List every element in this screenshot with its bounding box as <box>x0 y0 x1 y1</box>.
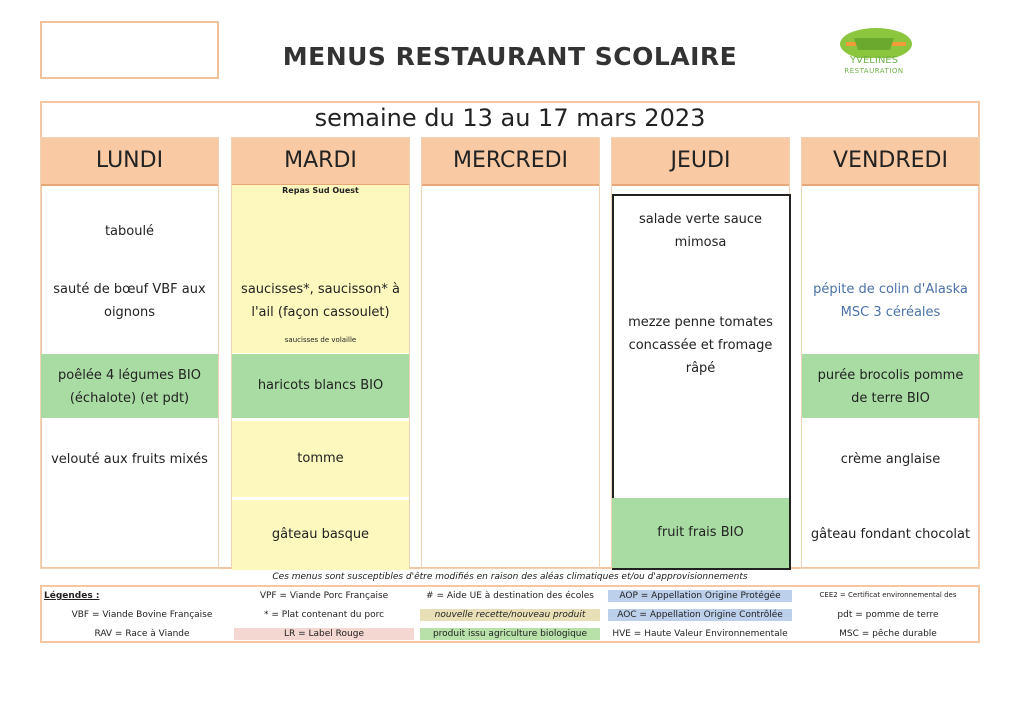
day-column-vendredi <box>801 137 980 569</box>
menu-item-dairy: crème anglaise <box>840 452 941 467</box>
menu-item-dessert: gâteau fondant chocolat <box>810 527 971 542</box>
menu-item-main: pépite de colin d'Alaska MSC 3 céréales <box>813 282 968 320</box>
day-header: MERCREDI <box>422 138 599 186</box>
day-column-jeudi <box>611 137 790 569</box>
legend-cee2: CEE2 = Certificat environnemental des <box>819 591 957 599</box>
legend-vbf: VBF = Viande Bovine Française <box>71 610 213 620</box>
meal-theme: Repas Sud Ouest <box>282 186 359 195</box>
day-header: JEUDI <box>612 138 789 186</box>
legend-nouvelle: nouvelle recette/nouveau produit <box>420 609 600 621</box>
menu-item-main-note: saucisses de volaille <box>284 336 357 344</box>
day-column-mercredi <box>421 137 600 569</box>
legend-aide: # = Aide UE à destination des écoles <box>426 591 594 601</box>
menu-item-main: saucisses*, saucisson* à l'ail (façon cassoulet) <box>241 282 400 320</box>
legend-hve: HVE = Haute Valeur Environnementale <box>612 629 788 639</box>
legend-pdt: pdt = pomme de terre <box>837 610 939 620</box>
menu-item-dessert: velouté aux fruits mixés <box>51 452 208 467</box>
legend-rav: RAV = Race à Viande <box>94 629 190 639</box>
menu-item-side: purée brocolis pomme de terre BIO <box>802 354 979 418</box>
menu-item-starter: taboulé <box>104 224 155 239</box>
legend-vpf: VPF = Viande Porc Française <box>259 591 389 601</box>
disclaimer-note: Ces menus sont susceptibles d'être modifiés en raison des aléas climatiques et/ou d'approvisionnements <box>272 572 748 582</box>
day-column-mardi <box>231 137 410 569</box>
menu-item-dessert: gâteau basque <box>232 500 409 570</box>
menu-item-cheese: tomme <box>232 421 409 497</box>
legend-lr: LR = Label Rouge <box>234 628 414 640</box>
legend-porc: * = Plat contenant du porc <box>263 610 385 620</box>
day-header: MARDI <box>232 138 409 186</box>
menu-item-starter: salade verte sauce mimosa <box>638 212 763 250</box>
menu-item-main: sauté de bœuf VBF aux oignons <box>53 282 206 320</box>
blank-label-box <box>40 21 219 79</box>
menu-item-side: poêlée 4 légumes BIO (échalote) (et pdt) <box>41 354 218 418</box>
logo-sub-text: RESTAURATION <box>844 67 904 75</box>
legend-aoc: AOC = Appellation Origine Contrôlée <box>608 609 792 621</box>
day-header: LUNDI <box>41 138 218 186</box>
legend-msc: MSC = pêche durable <box>839 629 937 639</box>
page-title: MENUS RESTAURANT SCOLAIRE <box>282 42 738 71</box>
week-label: semaine du 13 au 17 mars 2023 <box>314 104 706 132</box>
logo-icon <box>824 22 924 58</box>
legend-aop: AOP = Appellation Origine Protégée <box>608 590 792 602</box>
menu-item-main: mezze penne tomates concassée et fromage râpé <box>628 315 773 376</box>
legend-bio: produit issu agriculture biologique <box>420 628 600 640</box>
legend-box <box>40 585 980 643</box>
legend-title: Légendes : <box>44 591 100 601</box>
day-header: VENDREDI <box>802 138 979 186</box>
menu-item-dessert: fruit frais BIO <box>612 498 789 568</box>
menu-item-side: haricots blancs BIO <box>232 354 409 418</box>
logo-main-text: YVELINES <box>850 55 898 66</box>
yvelines-restauration-logo <box>824 22 924 82</box>
day-column-lundi <box>40 137 219 569</box>
theme-area <box>232 185 409 353</box>
